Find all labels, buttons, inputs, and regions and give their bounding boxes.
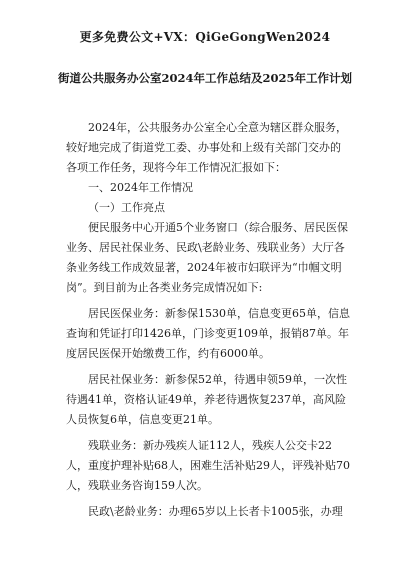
document-title: 街道公共服务办公室2024年工作总结及2025年工作计划 — [57, 71, 352, 85]
section-heading: 一、2024年工作情况 — [88, 181, 193, 194]
medical-insurance-paragraph: 居民医保业务：新参保1530单，信息变更65单，信息查询和凭证打印1426单，门诊变更109单，报销87单。年度居民医保开始缴费工作，约有6000单。 — [66, 307, 350, 360]
disability-paragraph: 残联业务：新办残疾人证112人，残疾人公交卡22人，重度护理补贴68人，困难生活补贴29人，评残补贴70人，残联业务咨询159人次。 — [66, 439, 350, 492]
social-insurance-paragraph: 居民社保业务：新参保52单，待遇申领59单，一次性待遇41单，资格认证49单，养老待遇恢复237单，高风险人员恢复6单，信息变更21单。 — [66, 373, 347, 426]
service-center-paragraph: 便民服务中心开通5个业务窗口（综合服务、居民医保业务、居民社保业务、民政\老龄业务、残联业务）大厅各条业务线工作成效显著，2024年被市妇联评为“巾帼文明岗”。到目前为止各类业务完成情况如下: — [66, 221, 348, 294]
subsection-heading: （一）工作亮点 — [88, 201, 165, 214]
document-body — [66, 118, 351, 522]
promo-header: 更多免费公文+VX：QiGeGongWen2024 — [79, 30, 331, 44]
civil-affairs-paragraph: 民政\老龄业务：办理65岁以上长者卡1005张，办理 — [88, 505, 343, 518]
intro-paragraph: 2024年，公共服务办公室全心全意为辖区群众服务，较好地完成了街道党工委、办事处和上级有关部门交办的各项工作任务，现将今年工作情况汇报如下： — [66, 121, 347, 174]
